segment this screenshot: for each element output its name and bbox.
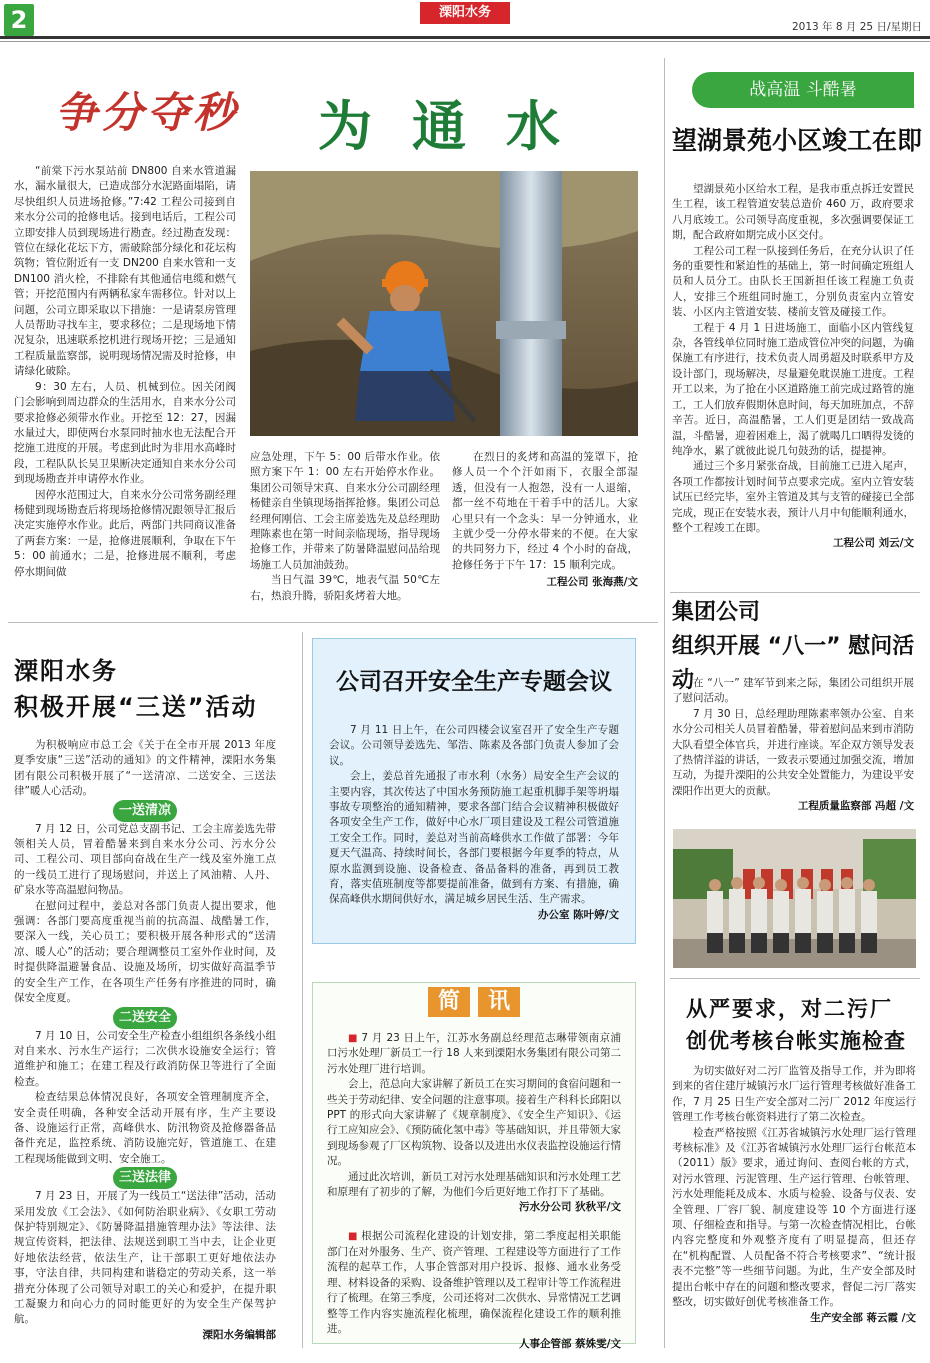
row-divider — [8, 622, 658, 623]
feature-title-left: 争分夺秒 — [55, 88, 240, 137]
sansong-paragraph: 检查结果总体情况良好，各项安全管理制度齐全，安全责任明确，各种安全活动开展有序，生产主要设备、设施运行正常，高峰供水、防汛物资及抢修器备品备件充足，监控系统、消防设施完好，管道施工、在建工程现场能做到文明、安全施工。 — [14, 1091, 276, 1165]
sub-heading-pill: 一送清凉 — [113, 800, 177, 822]
news-brief-text: 根据公司流程化建设的计划安排，第二季度起相关职能部门在对外服务、生产、资产管理、工程建设等方面进行了工作流程的起草工作，人事企管部对用户投诉、报修、通水业务受理、材料设备的采购、设备维护管理以及工程审计等工作流程进行了梳理。在第三季度，公司还将对二次供水、异常情况工艺调整等工作内容实施流程化梳理，确保流程化建设工作的顺利推进。 — [327, 1230, 621, 1335]
erwu-body — [672, 1064, 916, 1354]
sub-heading-pill: 三送法律 — [113, 1167, 177, 1189]
bayi-signature: 工程质量监察部 冯超 /文 — [797, 800, 914, 813]
sansong-sub-1 — [14, 800, 276, 822]
wanghu-body — [672, 182, 914, 582]
feature-paragraph: “前棠下污水泵站前 DN800 自来水管道漏水，漏水量很大，已造成部分水泥路面塌陷，请尽快组织人员进场抢修。”7:42 工程公司接到自来水分公司的抢修电话。接到电话后，工程公司立即安排人员到现场进行勘查。经过勘查发现：管位在绿化花坛下方，需破除部分绿化和花坛构筑物；管位附近有一支 DN200 自来水管和一支 DN100 消火栓，不排除有其他通信电缆和燃气管；开挖范围内有两辆私家车需移位。针对以上问题，公司立即采取以下措施：一是请泵房管理人员帮助寻找车主，要求移位；二是现场地下情况复杂，迅速联系挖机进行现场开挖；三是通知工程质量监察部，说明现场情况需及时抢修，申请绿化破除。 — [14, 165, 236, 378]
bayi-body — [672, 676, 914, 816]
feature-paragraph: 因停水范围过大，自来水分公司常务副经理杨健到现场勘查后将现场抢修情况跟领导汇报后决定实施停水作业。此后，两部门共同商议准备了两套方案：一是，抢修进展顺利，争取在下午 5：00 前通水；二是，抢修进展不顺利，考虑停水期间做 — [14, 488, 236, 578]
group-photo — [673, 829, 916, 968]
bayi-title-line2: 组织开展 “八一” 慰问活动 — [672, 634, 915, 693]
safety-meeting-box — [312, 638, 636, 944]
sansong-paragraph: 7 月 12 日，公司党总支副书记、工会主席姜选先带领相关人员，冒着酷暑来到自来水分公司、污水分公司、工程公司、项目部向奋战在生产一线及室外施工点的一线员工进行了现场慰问，并送上了风油精、人丹、矿泉水等高温慰问物品。 — [14, 822, 276, 897]
news-brief-paragraph: 通过此次培训，新员工对污水处理基础知识和污水处理工艺和原理有了初步的了解，为他们今后更好地工作打下了基础。 — [327, 1170, 621, 1199]
sansong-signature: 溧阳水务编辑部 — [202, 1328, 276, 1341]
wanghu-banner: 战高温 斗酷暑 — [692, 72, 914, 108]
erwu-title-line2: 创优考核台帐实施检查 — [686, 1029, 906, 1053]
feature-signature: 工程公司 张海燕/文 — [546, 576, 638, 589]
feature-paragraph: 应急处理，下午 5：00 后带水作业。依照方案下午 1：00 左右开始停水作业。集团公司领导宋真、自来水分公司副经理杨健亲自坐镇现场指挥抢修。集团公司总经理何刚信、工会主席姜选先及总经理助理陈素也在第一时间亲临现场，指导现场抢修工作，并带来了防暑降温慰问品给现场施工人员加油鼓劲。 — [250, 451, 440, 571]
feature-column-2 — [250, 450, 440, 618]
row-divider — [670, 592, 920, 593]
sub-heading-pill: 二送安全 — [113, 1007, 177, 1029]
feature-paragraph: 9：30 左右，人员、机械到位。因关闭阀门会影响到周边群众的生活用水，自来水分公司要求抢修必须带水作业。开挖至 12：27，因漏水量过大，即使两台水泵同时抽水也无法配合开挖施工进度的开展。考虑到此时为非用水高峰时段，工程队队长吴卫果断决定通知自来水分公司到现场勘查并申请停水作业。 — [14, 380, 236, 486]
sansong-paragraph: 7 月 23 日，开展了为一线员工“送法律”活动，活动采用发放《工会法》、《如何防治职业病》、《女职工劳动保护特别规定》、《防暑降温措施管理办法》等法律、法规宣传资料，把法律、法规送到职工当中去，让企业更好地依法经营，依法生产，让干部职工更好地依法办事，守法自律，共同构建和谐稳定的劳动关系，这一举措充分体现了公司领导对职工的关心和爱护，在提升职工凝聚力和向心力的同时能更好的为安全生产保驾护航。 — [14, 1190, 276, 1326]
safety-title: 公司召开安全生产专题会议 — [336, 669, 612, 695]
header-rule-thin — [0, 41, 930, 42]
news-brief-paragraph — [327, 1031, 621, 1077]
column-divider — [664, 58, 665, 1348]
erwu-paragraph: 为切实做好对二污厂监管及指导工作，并为即将到来的省住建厅城镇污水厂运行管理考核做好准备工作，7 月 25 日生产安全部对二污厂 2012 年度运行管理工作考核台帐资料进行了第二次检查。 — [672, 1065, 916, 1124]
erwu-paragraph: 检查严格按照《江苏省城镇污水处理厂运行管理考核标准》及《江苏省城镇污水处理厂运行台帐范本（2011）版》要求，通过询问、查阅台帐的方式，对污水管理、污泥管理、生产运行管理、台帐管理、污水处理能耗及成本、水质与检验、设备与仪表、安全管理、厂容厂貌、制度建设等 10 个方面进行逐项、仔细检查和指导。与第一次检查情况相比，台帐内容完整度和外观整齐度有了明显提高，但还存在“机构配置、人员配备不符合考核要求”、“统计报表不完整”等一些细节问题。为此，生产安全部及时提出台帐中存在的问题和整改要求，督促二污厂落实整改，切实做好创优考核准备工作。 — [672, 1126, 916, 1309]
news-brief-box — [312, 982, 636, 1351]
erwu-title-line1: 从严要求，对二污厂 — [686, 997, 893, 1021]
feature-paragraph: 当日气温 39℃，地表气温 50℃左右，热浪升腾，骄阳炙烤着大地。 — [250, 574, 440, 602]
wanghu-signature: 工程公司 刘云/文 — [833, 537, 914, 550]
column-divider — [302, 632, 303, 1348]
row-divider — [670, 978, 920, 979]
news-brief-tag: 简 — [428, 987, 470, 1017]
repair-photo-illustration — [250, 171, 638, 436]
group-photo-illustration — [673, 829, 916, 968]
bayi-paragraph: 在 “八一” 建军节到来之际，集团公司组织开展了慰问活动。 — [672, 677, 914, 705]
sansong-sub-2 — [14, 1007, 276, 1029]
news-brief-paragraph: 会上，范总向大家讲解了新员工在实习期间的食宿问题和一些关于劳动纪律、安全问题的注意事项。接着生产科科长邱阳以 PPT 的形式向大家讲解了《规章制度》、《安全生产知识》、《运行工应知应会》、《预防硫化氢中毒》等基础知识，并且带领大家到现场参观了厂区构筑物、设备以及进出水仪表监控设施运行情况。 — [327, 1078, 621, 1168]
sansong-body — [14, 738, 276, 1350]
news-brief-signature: 人事企管部 蔡姝雯/文 — [519, 1338, 621, 1351]
feature-column-1 — [14, 164, 236, 616]
page-number: 2 — [4, 4, 34, 36]
sansong-title-line1: 溧阳水务 — [14, 657, 118, 685]
feature-column-3 — [452, 450, 638, 618]
bullet-square-icon: ■ — [348, 1033, 362, 1044]
feature-title-right: 为通水 — [318, 95, 600, 158]
safety-body — [313, 699, 635, 937]
bayi-title-line1: 集团公司 — [672, 600, 761, 625]
news-brief-tag: 讯 — [478, 987, 520, 1017]
wanghu-paragraph: 通过三个多月紧张奋战，目前施工已进入尾声，各项工作都按计划时间节点要求完成。室内立管安装试压已经完毕，室外主管道及其与支管的碰接已全部完成，现正在安装水表，预计八月中旬能顺利通水，整个工程竣工在即。 — [672, 460, 914, 534]
erwu-signature: 生产安全部 蒋云霞 /文 — [810, 1311, 916, 1324]
sansong-paragraph: 7 月 10 日，公司安全生产检查小组组织各条线小组对自来水、污水生产运行；二次供水设施安全运行；管道维护和施工；在建工程及行政消防保卫等进行了全面检查。 — [14, 1029, 276, 1088]
news-brief-signature: 污水分公司 狄秋平/文 — [519, 1201, 621, 1214]
safety-paragraph: 7 月 11 日上午，在公司四楼会议室召开了安全生产专题会议。公司领导姜选先、邹浩、陈素及各部门负责人参加了会议。 — [329, 724, 619, 767]
section-tab: 溧阳水务 — [420, 2, 510, 24]
bayi-paragraph: 7 月 30 日，总经理助理陈素率领办公室、自来水分公司相关人员冒着酷暑，带着慰问品来到市消防大队看望全体官兵，并进行座谈。军企双方领导发表了热情洋溢的讲话，一致表示要通过加强交流，增加互动，为提升溧阳的公共安全处置能力，为建设平安溧阳作出更大的贡献。 — [672, 707, 914, 797]
feature-paragraph: 在烈日的炙烤和高温的笼罩下，抢修人员一个个汗如雨下，衣服全部湿透，但没有一人抱怨，没有一人退缩，都一丝不苟地在干着手中的活儿。大家心里只有一个念头：早一分钟通水，业主就少受一分停水带来的不便。在大家的共同努力下，经过 4 个小时的奋战，抢修任务于下午 17：15 顺利完成。 — [452, 451, 638, 571]
news-brief-paragraph — [327, 1229, 621, 1337]
news-brief-header — [313, 987, 635, 1023]
safety-signature: 办公室 陈叶婷/文 — [538, 908, 619, 921]
repair-site-photo — [250, 171, 638, 436]
bullet-square-icon: ■ — [348, 1231, 362, 1243]
wanghu-paragraph: 工程于 4 月 1 日进场施工，面临小区内管线复杂，各管线单位同时施工造成管位冲突的问题，为确保施工有序进行，技术负责人周勇超及时联系甲方及设计部门，现场解决，尽量避免耽误施工进度。工程开工以来，为了抢在小区道路施工前完成过路管的施工，工人们放弃假期休息时间，每天加班加点，不辞辛苦。近日，高温酷暑，工人们更是团结一致战高温，斗酷暑，迎着困难上，渴了就喝几口晒得发烫的纯净水，累了就彼此说几句鼓劲的话，提提神。 — [672, 321, 914, 457]
sansong-paragraph: 在慰问过程中，姜总对各部门负责人提出要求，他强调：各部门要高度重视当前的抗高温、战酷暑工作，要深入一线，关心员工；要积极开展各种形式的“送清凉、暖人心”的活动；要合理调整员工室外作业时间，及时提供降温避暑食品、设施及场所，切实做好高温季节的安全生产工作，在各项生产任务有序推进的同时，确保安全度夏。 — [14, 899, 276, 1005]
sansong-intro: 为积极响应市总工会《关于在全市开展 2013 年度夏季安康“三送”活动的通知》的文件精神，溧阳水务集团有限公司积极开展了“一送清凉、二送安全、三送法律”暖人心活动。 — [14, 739, 276, 798]
news-brief-body — [313, 1023, 635, 1351]
issue-date: 2013 年 8 月 25 日/星期日 — [792, 21, 922, 33]
header-rule — [0, 36, 930, 39]
wanghu-title: 望湖景苑小区竣工在即 — [672, 126, 923, 155]
sansong-title-line2: 积极开展“三送”活动 — [14, 693, 258, 721]
safety-paragraph: 会上，姜总首先通报了市水利（水务）局安全生产会议的主要内容，其次传达了中国水务预防施工起重机脚手架等坍塌事故专项整治的通知精神，要求各部门结合会议精神积极做好各项安全生产工作，做好中心水厂项目建设及工程公司管道施工安全工作。同时，姜总对当前高峰供水工作做了部署：今年夏天气温高、持续时间长，各部门要根据今年夏季的特点，从原水监测到设施、设备检查、备品备料的准备，再到员工教育，落实值班制度等都要提前准备，做到有方案、有措施，确保高峰供水期间供好水，满足城乡居民生活、生产需求。 — [329, 770, 619, 906]
sansong-sub-3 — [14, 1167, 276, 1189]
wanghu-paragraph: 望湖景苑小区给水工程，是我市重点拆迁安置民生工程，该工程管道安装总造价 460 万，政府要求八月底竣工。公司领导高度重视，多次强调要保证工期，配合政府如期完成小区交付。 — [672, 183, 914, 242]
wanghu-paragraph: 工程公司工程一队接到任务后，在充分认识了任务的重要性和紧迫性的基础上，第一时间确定班组人员和人员分工。由队长王国新担任该工程施工负责人，安排三个班组同时施工，分别负责室内立管安装、小区内主管道安装、楼前支管及碰接工作。 — [672, 244, 914, 319]
news-brief-text: 7 月 23 日上午，江苏水务副总经理范志琳带领南京浦口污水处理厂新员工一行 18 人来到溧阳水务集团有限公司第二污水处理厂进行培训。 — [327, 1032, 621, 1075]
